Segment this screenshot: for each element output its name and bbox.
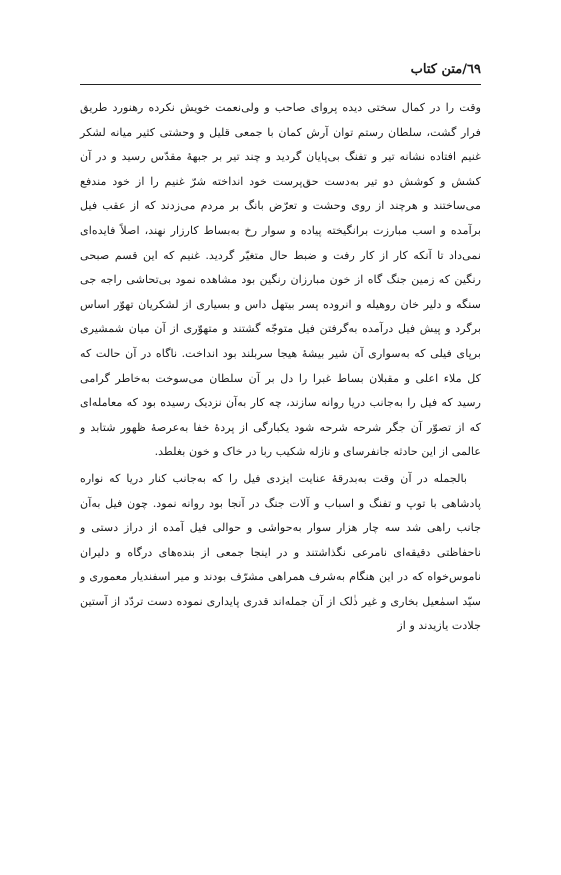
header-rule — [80, 84, 481, 85]
body-text — [80, 96, 481, 639]
paragraph-2: بالجمله در آن وقت به‌بدرقۀ عنایت ایزدی فیل را که به‌جانب کنار دریا که نواره پادشاهی با توپ و تفنگ و اسباب و آلات جنگ در آنجا بود روانه نمود. چون فیل به‌آن جانب راهی شد سه چار هزار سوار به‌حواشی و حوالی فیل آمده از دراز دستی و ناحفاظتی دقیقه‌ای نامرعی نگذاشتند و در اینجا جمعی از بنده‌های درگاه و دلیران ناموس‌خواه که در این هنگام به‌شرف همراهی مشرّف بودند و میر اسفندیار معموری و سیّد اسمٰعیل بخاری و غیر ذٰلک از آن جمله‌اند قدری پایداری نموده دست تردّد از آستین جلادت یازیدند و از — [80, 471, 481, 633]
running-header: ٦٩/متن کتاب — [410, 62, 481, 77]
paragraph-1: وقت را در کمال سختی دیده پروای صاحب و ولی‌نعمت خویش نکرده رهنورد طریق فرار گشت، سلطان رستم توان آرش کمان با جمعی قلیل و وحشتی کثیر میانه لشکر غنیم افتاده نشانه تیر و تفنگ بی‌پایان گردید و چند تیر بر جبهۀ مقدّس رسید و در آن کشش و کوشش دو تیر به‌دست حق‌پرست خود انداخته شرّ غنیم را از خود مندفع می‌ساختند و هرچند از روی وحشت و تعرّض بانگ بر مردم می‌زدند که از عقب فیل برآمده و اسب مبارزت برانگیخته پیاده و سوار رخ به‌بساط کارزار نهند، اصلاً فایده‌ای نمی‌داد تا آنکه کار از کار رفت و ضبط حال متغیّر گردید. غنیم که این قسم صبحی رنگین که زمین جنگ گاه از خون مبارزان رنگین بود مشاهده نمود بی‌تحاشی راجه جی سنگه و دلیر خان روهیله و انروده پسر بیتهل داس و بسیاری از لشکریان تهوّر اساس برگرد و پیش فیل درآمده به‌گرفتن فیل متوجّه گشتند و متهوّری از آن میان شمشیری برپای فیلی که به‌سواری آن شیر بیشۀ هیجا سربلند بود انداخت. ناگاه در آن حالت که کل ملاء اعلی و مقبلان بساط غبرا را دل بر آن سلطان می‌سوخت به‌خاطر گرامی رسید که فیل را به‌جانب دریا روانه سازند، چه کار به‌آن نزدیک رسیده بود که معامله‌ای که از تصوّر آن جگر شرحه شرحه شود یکبارگی از پردۀ خفا به‌عرصۀ ظهور شتابد و عالمی از این حادثه جانفرسای و نازله شکیب ربا در خاک و خون بغلطد. — [80, 101, 481, 459]
